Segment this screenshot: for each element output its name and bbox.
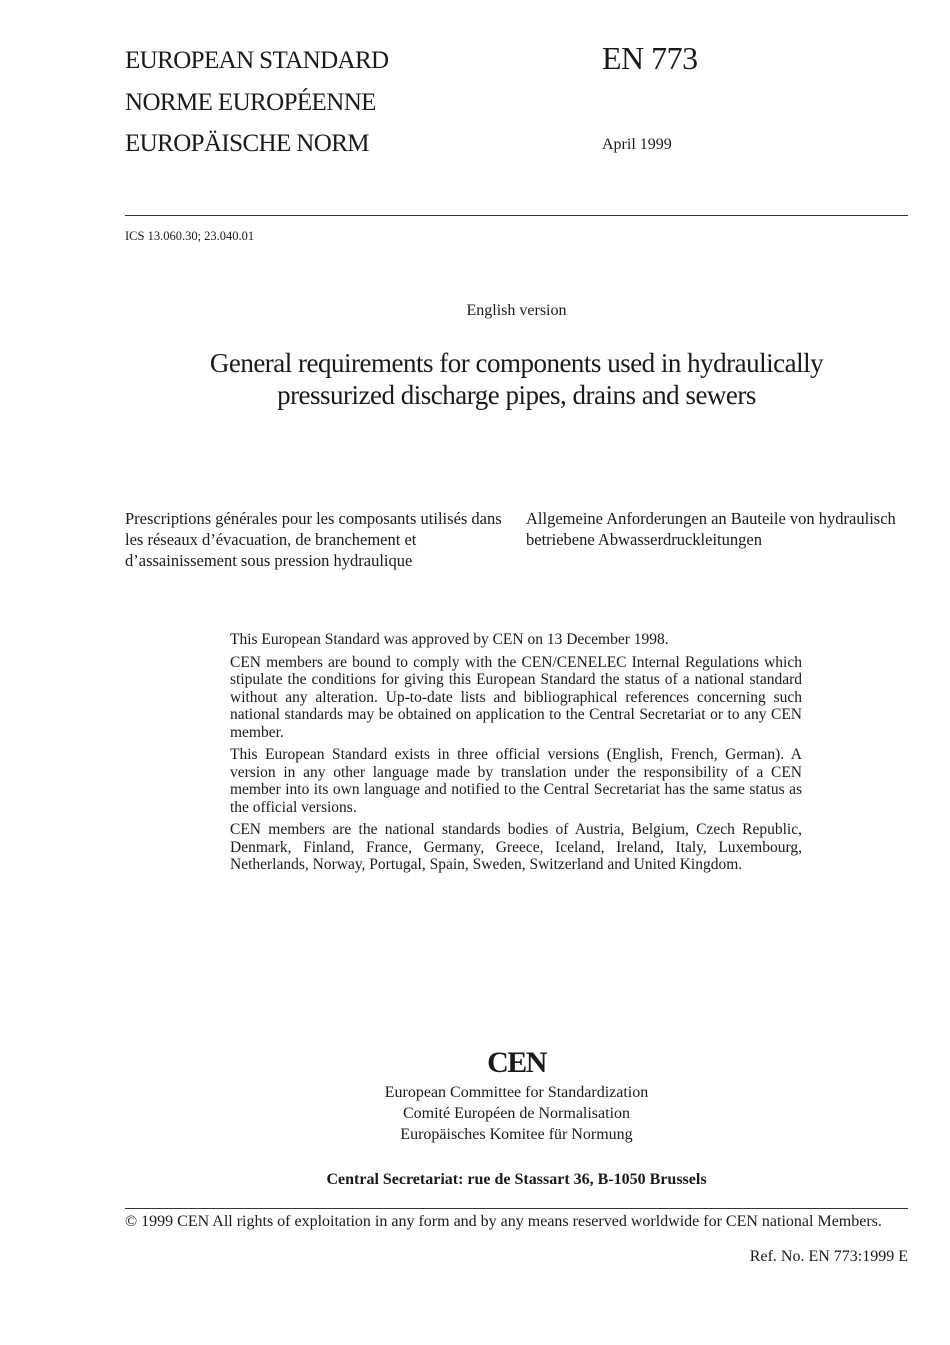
secretariat-address: Central Secretariat: rue de Stassart 36, B-1050 Brussels bbox=[326, 1171, 707, 1188]
publication-date: April 1999 bbox=[602, 136, 672, 153]
title-german: Allgemeine Anforderungen an Bauteile von hydraulisch betriebene Abwasserdruckleitungen bbox=[526, 509, 896, 549]
document-number: EN 773 bbox=[602, 40, 698, 76]
document-title-line: General requirements for components used in hydraulically bbox=[209, 348, 824, 378]
standard-name-english: EUROPEAN STANDARD bbox=[125, 47, 389, 74]
approval-paragraph: CEN members are bound to comply with the CEN/CENELEC Internal Regulations which stipulate the conditions for giving this European Standard the status of a national standard without any alteration. Up-to-date lists and bibliographical references concerning such national standards may be obtained on application to the Central Secretariat or to any CEN member. bbox=[230, 653, 802, 741]
committee-name-french: Comité Européen de Normalisation bbox=[402, 1105, 631, 1122]
committee-name-english: European Committee for Standardization bbox=[384, 1084, 649, 1101]
standard-name-french: NORME EUROPÉENNE bbox=[125, 89, 376, 116]
header-divider bbox=[125, 215, 908, 216]
document-title-line: pressurized discharge pipes, drains and sewers bbox=[277, 380, 756, 410]
approval-paragraph: This European Standard was approved by CEN on 13 December 1998. bbox=[230, 631, 669, 648]
committee-name-german: Europäisches Komitee für Normung bbox=[400, 1126, 633, 1143]
standard-name-german: EUROPÄISCHE NORM bbox=[125, 130, 369, 157]
cen-logo: CEN bbox=[487, 1046, 546, 1079]
title-french: Prescriptions générales pour les composants utilisés dans les réseaux d’évacuation, de branchement et d’assainissement sous pression hydraulique bbox=[125, 509, 502, 570]
copyright-notice: © 1999 CEN All rights of exploitation in any form and by any means reserved worldwide for CEN national Members. bbox=[125, 1213, 882, 1230]
approval-notice bbox=[230, 631, 802, 879]
reference-number: Ref. No. EN 773:1999 E bbox=[749, 1248, 908, 1265]
document-title bbox=[125, 347, 908, 411]
footer-divider bbox=[125, 1208, 908, 1209]
ics-code: ICS 13.060.30; 23.040.01 bbox=[125, 229, 255, 243]
approval-paragraph: CEN members are the national standards bodies of Austria, Belgium, Czech Republic, Denmark, Finland, France, Germany, Greece, Iceland, Ireland, Italy, Luxembourg, Netherlands, Norway, Portugal, Spain, Sweden, Switzerland and United Kingdom. bbox=[230, 821, 802, 873]
language-version: English version bbox=[466, 302, 567, 319]
approval-paragraph: This European Standard exists in three official versions (English, French, German). A version in any other language made by translation under the responsibility of a CEN member into its own language and notified to the Central Secretariat has the same status as the official versions. bbox=[230, 746, 802, 816]
